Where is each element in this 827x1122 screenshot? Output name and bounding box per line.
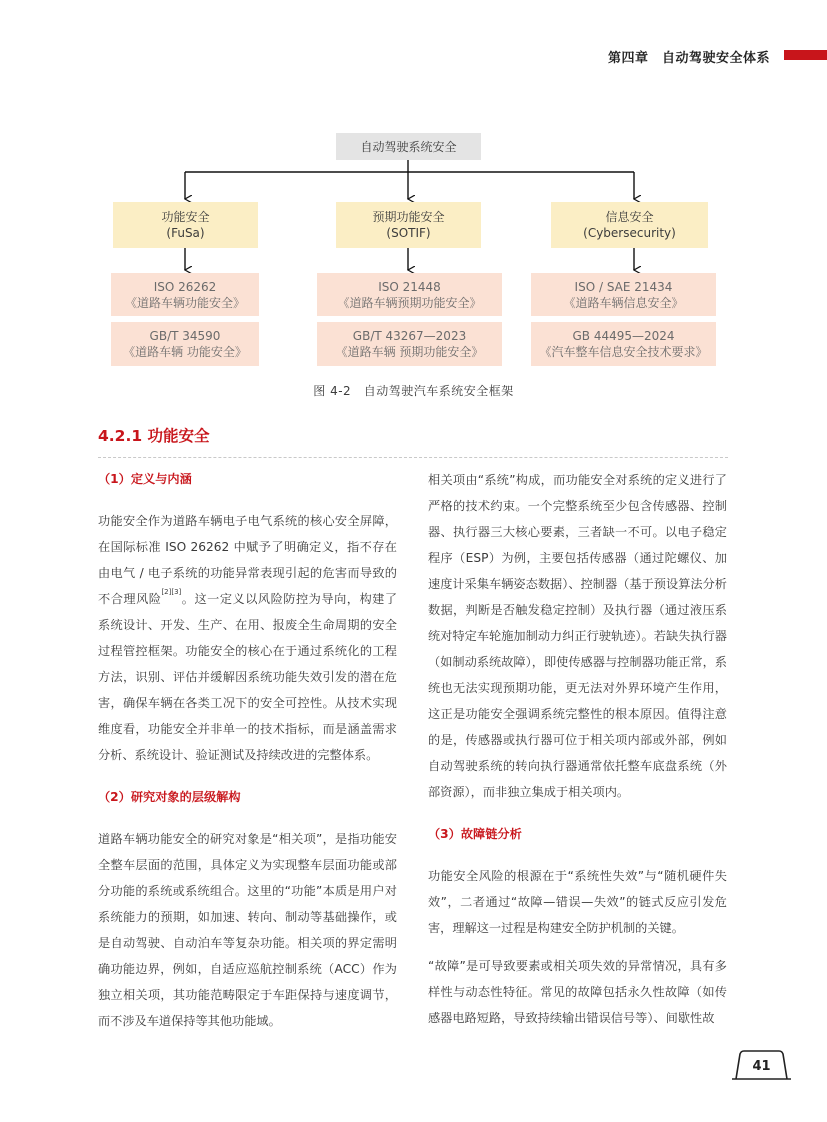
standard-code: GB/T 43267—2023 <box>352 329 467 343</box>
standard-code: GB 44495—2024 <box>572 329 675 343</box>
standard-iso-sae-21434 <box>531 273 716 316</box>
right-column <box>428 467 727 1031</box>
category-subtitle: (SOTIF) <box>386 226 431 240</box>
standard-name: 《道路车辆信息安全》 <box>563 295 684 310</box>
paragraph-definition <box>98 508 397 768</box>
category-title: 预期功能安全 <box>372 210 445 224</box>
category-title: 功能安全 <box>161 210 210 224</box>
citation-ref: [2][3] <box>161 588 182 596</box>
standard-code: GB/T 34590 <box>149 329 221 343</box>
paragraph-fault-chain: 功能安全风险的根源在于“系统性失效”与“随机硬件失效”，二者通过“故障—错误—失效”的链式反应引发危害，理解这一过程是构建安全防护机制的关键。 <box>428 869 727 935</box>
category-cybersecurity <box>551 202 708 248</box>
chapter-header: 第四章 自动驾驶安全体系 <box>607 51 770 66</box>
standard-iso-26262 <box>111 273 259 316</box>
standard-code: ISO 26262 <box>153 279 217 294</box>
standard-name: 《道路车辆 预期功能安全》 <box>335 345 484 359</box>
root-node-label: 自动驾驶系统安全 <box>360 139 457 154</box>
category-fusa <box>113 202 258 248</box>
left-column <box>98 470 397 1034</box>
subheading-definition: （1）定义与内涵 <box>98 472 192 486</box>
paragraph-system: 相关项由“系统”构成，而功能安全对系统的定义进行了严格的技术约束。一个完整系统至少包含传感器、控制器、执行器三大核心要素，三者缺一不可。以电子稳定程序（ESP）为例，主要包括传感器（通过陀螺仪、加速度计采集车辆姿态数据）、控制器（基于预设算法分析数据，判断是否触发稳定控制）及执行器（通过液压系统对特定车轮施加制动力纠正行驶轨迹）。若缺失执行器（如制动系统故障），即使传感器与控制器功能正常，系统也无法实现预期功能，更无法对外界环境产生作用，这正是功能安全强调系统完整性的根本原因。值得注意的是，传感器或执行器可位于相关项内部或外部，例如自动驾驶系统的转向执行器通常依托整车底盘系统（外部资源），而非独立集成于相关项内。 <box>428 473 727 799</box>
category-subtitle: (FuSa) <box>166 226 205 240</box>
standard-gb-44495 <box>531 322 716 366</box>
figure-caption: 图 4-2 自动驾驶汽车系统安全框架 <box>313 384 514 398</box>
category-subtitle: (Cybersecurity) <box>583 226 676 240</box>
standard-code: ISO / SAE 21434 <box>574 279 673 294</box>
paragraph-text: 功能安全作为道路车辆电子电气系统的核心安全屏障，在国际标准 ISO 26262 中赋予了明确定义，指不存在由电气 / 电子系统的功能异常表现引起的危害而导致的不合理风险 <box>98 514 397 606</box>
section-title: 4.2.1 功能安全 <box>98 427 210 445</box>
standard-name: 《道路车辆 功能安全》 <box>123 345 247 359</box>
standard-gbt-43267 <box>317 322 502 366</box>
standard-name: 《道路车辆预期功能安全》 <box>337 295 482 310</box>
section-divider <box>98 457 728 458</box>
root-node <box>336 133 481 160</box>
standard-name: 《道路车辆功能安全》 <box>124 295 245 310</box>
subheading-research-object: （2）研究对象的层级解构 <box>98 790 241 804</box>
category-sotif <box>336 202 481 248</box>
paragraph-fault: “故障”是可导致要素或相关项失效的异常情况，具有多样性与动态性特征。常见的故障包括永久性故障（如传感器电路短路，导致持续输出错误信号等）、间歇性故 <box>428 959 727 1025</box>
standard-gbt-34590 <box>111 322 259 366</box>
standard-code: ISO 21448 <box>378 279 441 294</box>
subheading-fault-chain: （3）故障链分析 <box>428 827 522 841</box>
safety-framework-diagram <box>0 0 827 420</box>
paragraph-text: 。这一定义以风险防控为导向，构建了系统设计、开发、生产、在用、报废全生命周期的安全过程管控框架。功能安全的核心在于通过系统化的工程方法，识别、评估并缓解因系统功能失效引发的潜在危害，确保车辆在各类工况下的安全可控性。从技术实现维度看，功能安全并非单一的技术指标，而是涵盖需求分析、系统设计、验证测试及持续改进的完整体系。 <box>98 592 398 762</box>
category-title: 信息安全 <box>605 210 654 224</box>
standard-iso-21448 <box>317 273 502 316</box>
paragraph-research-object: 道路车辆功能安全的研究对象是“相关项”，是指功能安全整车层面的范围，具体定义为实现整车层面功能或部分功能的系统或系统组合。这里的“功能”本质是用户对系统能力的预期，如加速、转向、制动等基础操作，或是自动驾驶、自动泊车等复杂功能。相关项的界定需明确功能边界，例如，自适应巡航控制系统（ACC）作为独立相关项，其功能范畴限定于车距保持与速度调节，而不涉及车道保持等其他功能域。 <box>98 832 397 1028</box>
standard-name: 《汽车整车信息安全技术要求》 <box>539 345 708 359</box>
page-number: 41 <box>752 1059 771 1074</box>
